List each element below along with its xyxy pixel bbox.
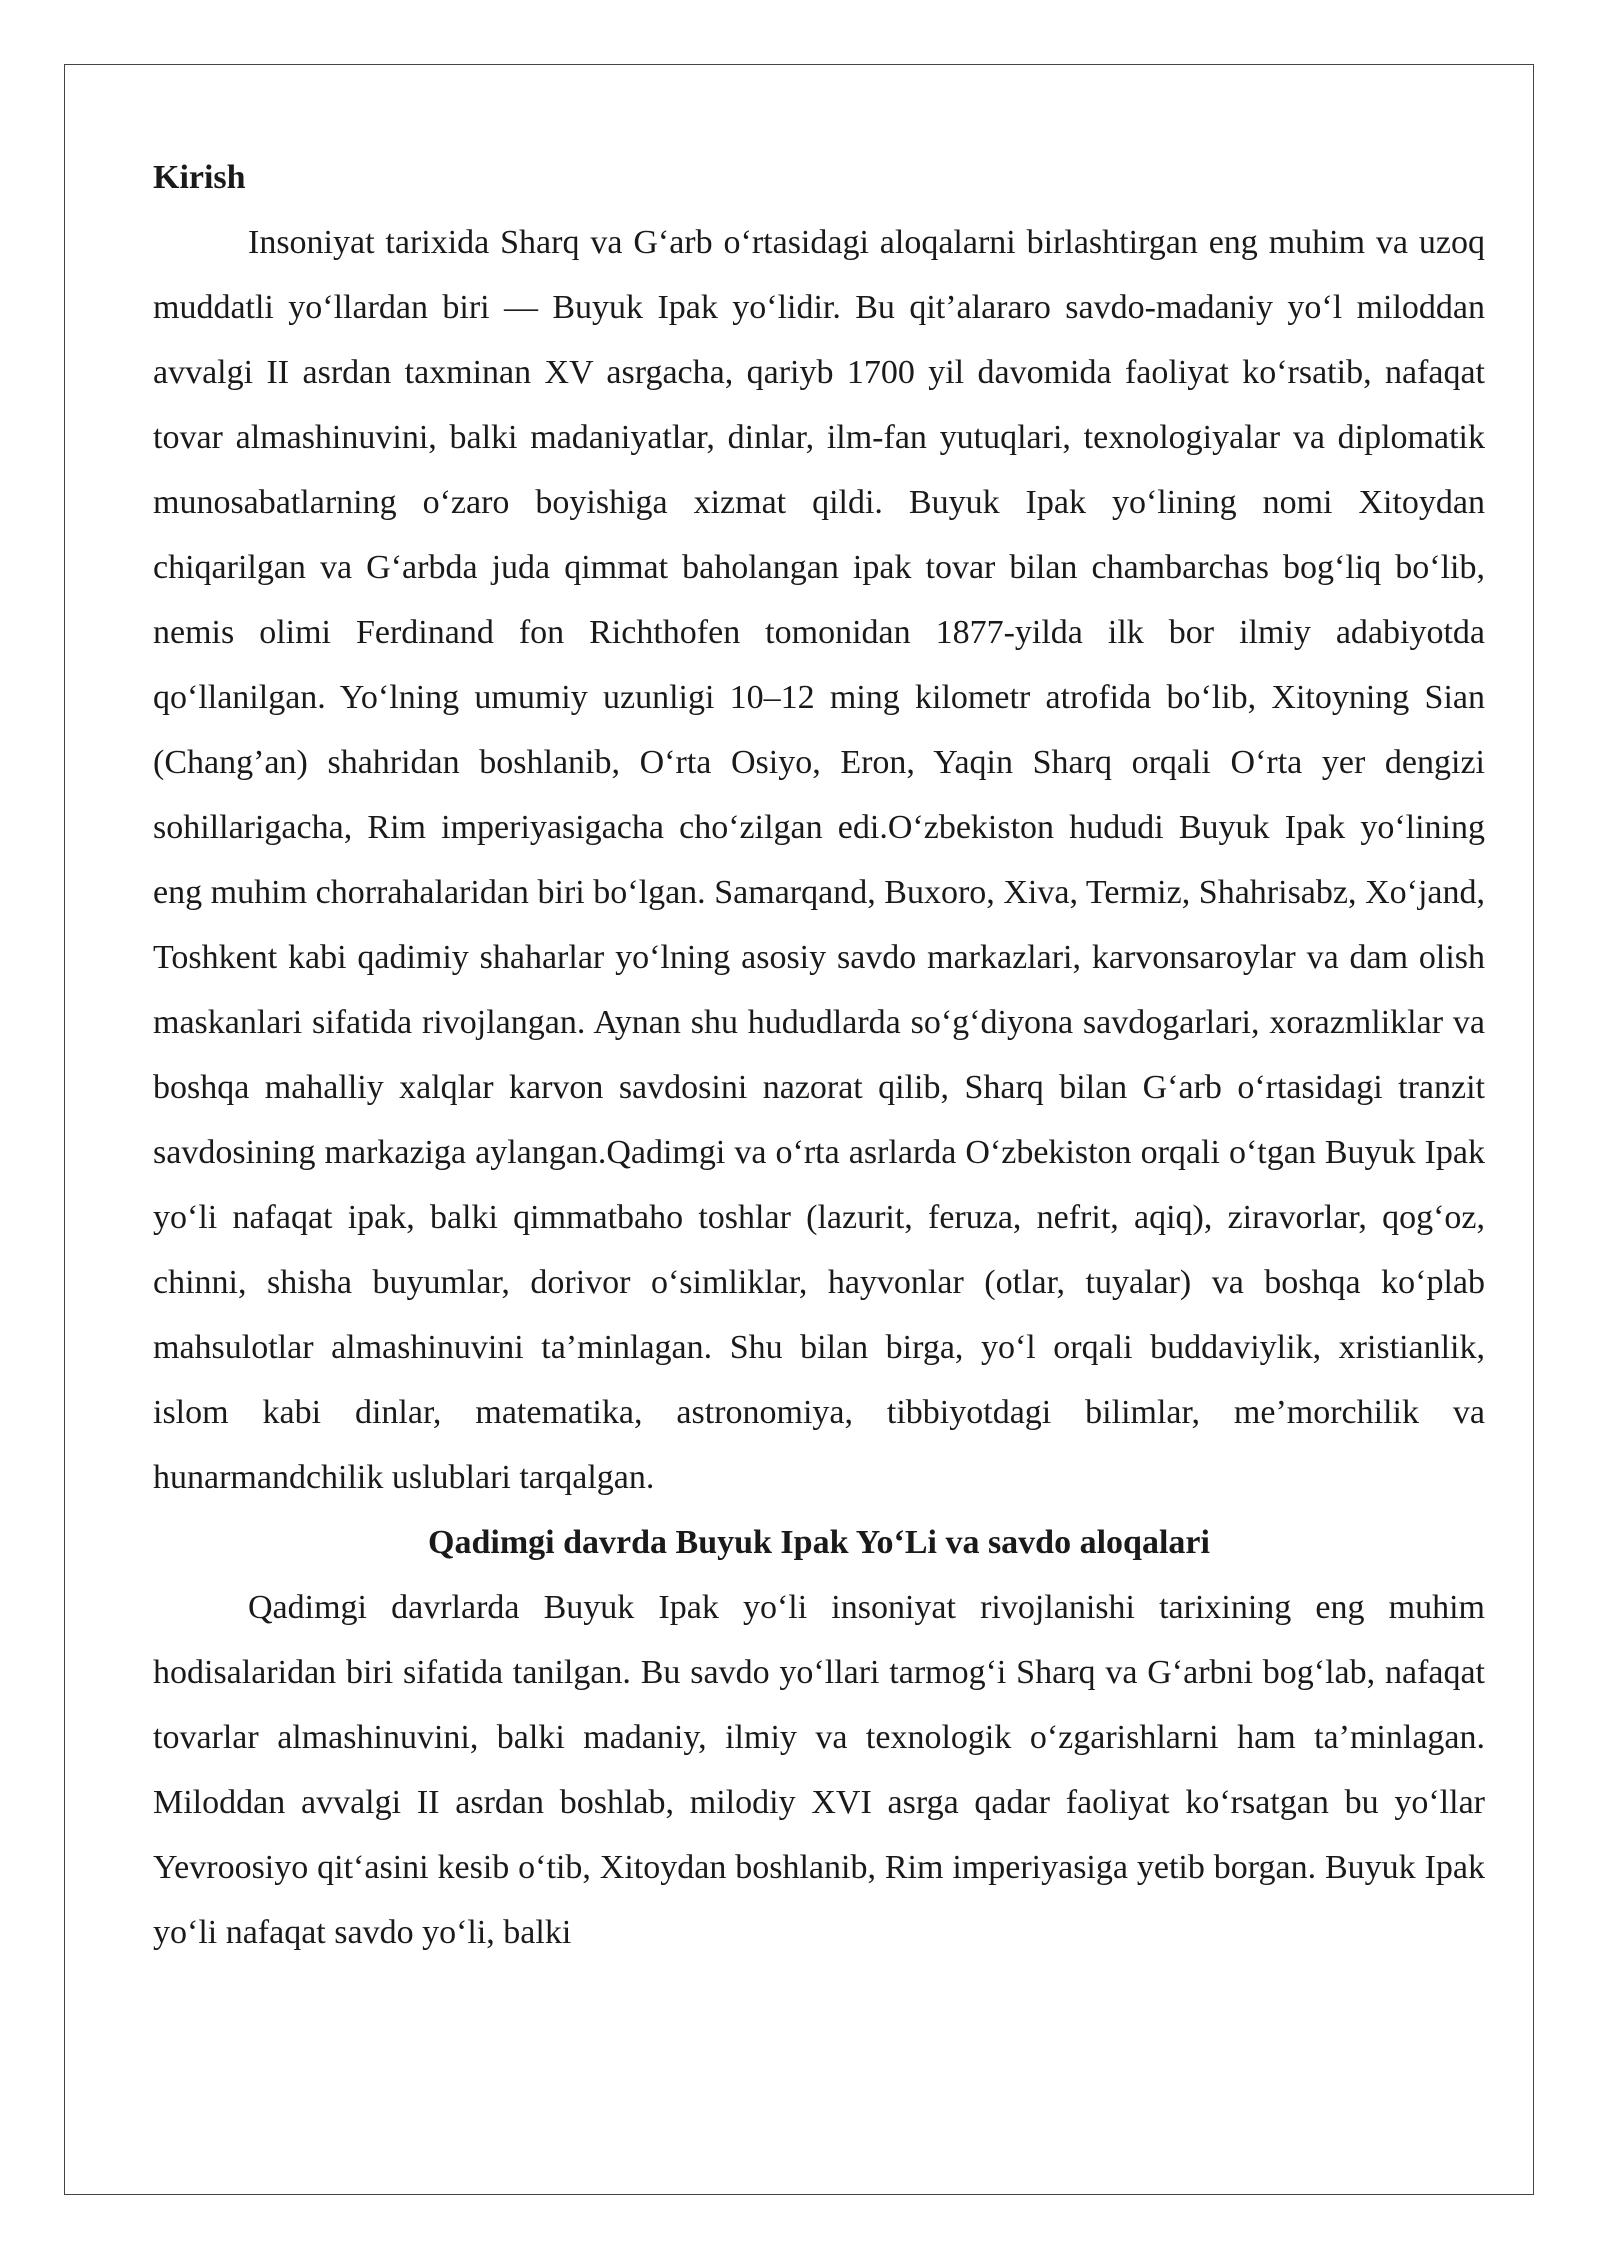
section-heading-ancient-trade: Qadimgi davrda Buyuk Ipak Yo‘Li va savdo aloqalari [428,1524,1210,1561]
paragraph-ancient-trade: Qadimgi davrlarda Buyuk Ipak yo‘li insoniyat rivojlanishi tarixining eng muhim hodisalaridan biri sifatida tanilgan. Bu savdo yo‘llari tarmog‘i Sharq va G‘arbni bog‘lab, nafaqat tovarlar almashinuvini, balki madaniy, ilmiy va texnologik o‘zgarishlarni ham ta’minlagan. Miloddan avvalgi II asrdan boshlab, milodiy XVI asrga qadar faoliyat ko‘rsatgan bu yo‘llar Yevroosiyo qit‘asini kesib o‘tib, Xitoydan boshlanib, Rim imperiyasiga yetib borgan. Buyuk Ipak yo‘li nafaqat savdo yo‘li, balki [153,1589,1485,1951]
section-heading-kirish: Kirish [153,159,246,196]
paragraph-intro: Insoniyat tarixida Sharq va G‘arb o‘rtasidagi aloqalarni birlashtirgan eng muhim va uzoq muddatli yo‘llardan biri — Buyuk Ipak yo‘lidir. Bu qit’alararo savdo-madaniy yo‘l miloddan avvalgi II asrdan taxminan XV asrgacha, qariyb 1700 yil davomida faoliyat ko‘rsatib, nafaqat tovar almashinuvini, balki madaniyatlar, dinlar, ilm-fan yutuqlari, texnologiyalar va diplomatik munosabatlarning o‘zaro boyishiga xizmat qildi. Buyuk Ipak yo‘lining nomi Xitoydan chiqarilgan va G‘arbda juda qimmat baholangan ipak tovar bilan chambarchas bog‘liq bo‘lib, nemis olimi Ferdinand fon Richthofen tomonidan 1877-yilda ilk bor ilmiy adabiyotda qo‘llanilgan. Yo‘lning umumiy uzunligi 10–12 ming kilometr atrofida bo‘lib, Xitoyning Sian (Chang’an) shahridan boshlanib, O‘rta Osiyo, Eron, Yaqin Sharq orqali O‘rta yer dengizi sohillarigacha, Rim imperiyasigacha cho‘zilgan edi.O‘zbekiston hududi Buyuk Ipak yo‘lining eng muhim chorrahalaridan biri bo‘lgan. Samarqand, Buxoro, Xiva, Termiz, Shahrisabz, Xo‘jand, Toshkent kabi qadimiy shaharlar yo‘lning asosiy savdo markazlari, karvonsaroylar va dam olish maskanlari sifatida rivojlangan. Aynan shu hududlarda so‘g‘diyona savdogarlari, xorazmliklar va boshqa mahalliy xalqlar karvon savdosini nazorat qilib, Sharq bilan G‘arb o‘rtasidagi tranzit savdosining markaziga aylangan.Qadimgi va o‘rta asrlarda O‘zbekiston orqali o‘tgan Buyuk Ipak yo‘li nafaqat ipak, balki qimmatbaho toshlar (lazurit, feruza, nefrit, aqiq), ziravorlar, qog‘oz, chinni, shisha buyumlar, dorivor o‘simliklar, hayvonlar (otlar, tuyalar) va boshqa ko‘plab mahsulotlar almashinuvini ta’minlagan. Shu bilan birga, yo‘l orqali buddaviylik, xristianlik, islom kabi dinlar, matematika, astronomiya, tibbiyotdagi bilimlar, me’morchilik va hunarmandchilik uslublari tarqalgan. [153,224,1485,1496]
document-body [153,145,1485,1965]
